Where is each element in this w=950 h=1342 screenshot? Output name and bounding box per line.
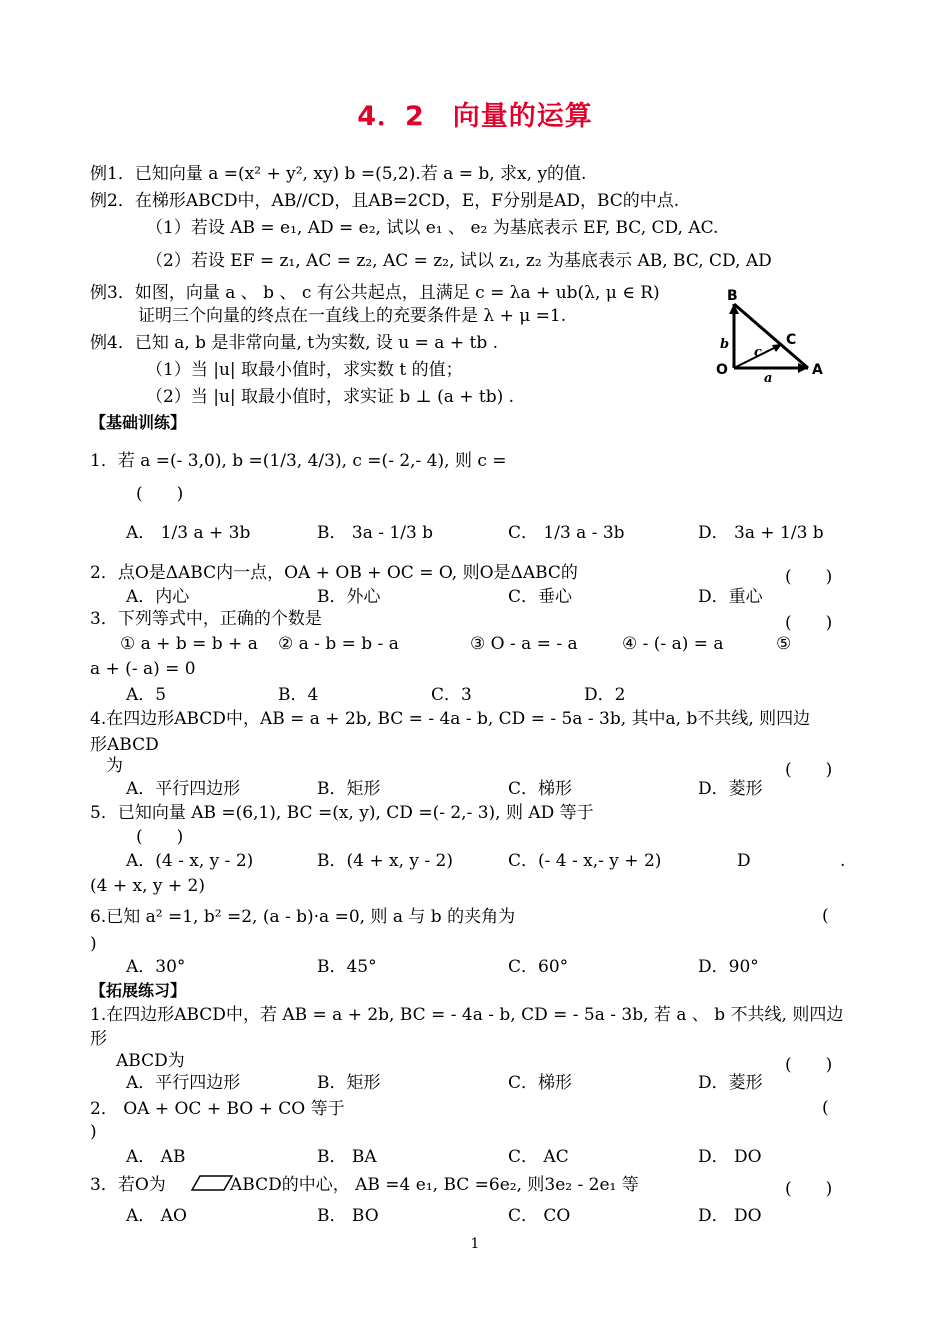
example-1: 例1．已知向量 a =(x² + y², xy) b =(5,2).若 a = b, 求x, y的值. bbox=[90, 164, 587, 184]
basic-q4-paren: ( ) bbox=[785, 760, 833, 780]
basic-q3-paren: ( ) bbox=[785, 613, 833, 633]
basic-q6-paren-open: ( bbox=[822, 906, 829, 926]
extend-q1-option-a: A．平行四边形 bbox=[126, 1073, 241, 1093]
basic-q3-item-4: ④ - (- a) = a bbox=[622, 634, 724, 654]
extend-q2: 2． OA + OC + BO + CO 等于 bbox=[90, 1099, 345, 1119]
example-3: 例3．如图，向量 a 、 b 、 c 有公共起点，且满足 c = λa + ub(λ, μ ∈ R) bbox=[90, 283, 660, 303]
basic-q2-paren: ( ) bbox=[785, 567, 833, 587]
label-O: O bbox=[716, 362, 728, 378]
extend-q1-line-2: 形 bbox=[90, 1029, 107, 1049]
basic-q2-option-d: D．重心 bbox=[698, 587, 763, 607]
extend-q3-option-a: A． AO bbox=[126, 1206, 187, 1226]
basic-q2-option-a: A．内心 bbox=[126, 587, 190, 607]
basic-q5-option-d: D bbox=[737, 851, 751, 871]
extend-q3-paren: ( ) bbox=[785, 1179, 833, 1199]
section-extend-heading: 【拓展练习】 bbox=[90, 981, 187, 1000]
extend-q1: 1.在四边形ABCD中，若 AB = a + 2b, BC = - 4a - b, CD = - 5a - 3b, 若 a 、 b 不共线, 则四边 bbox=[90, 1005, 844, 1025]
extend-q3-rest: ABCD的中心， AB =4 e₁, BC =6e₂, 则3e₂ - 2e₁ 等 bbox=[230, 1175, 639, 1195]
example-2: 例2．在梯形ABCD中，AB//CD，且AB=2CD，E，F分别是AD，BC的中点. bbox=[90, 191, 680, 211]
vector-figure bbox=[712, 286, 832, 382]
basic-q6-option-d: D．90° bbox=[698, 957, 759, 977]
page-number: 1 bbox=[470, 1236, 480, 1252]
label-C: C bbox=[786, 332, 797, 348]
extend-q3-option-b: B． BO bbox=[317, 1206, 379, 1226]
extend-q3-start: 3．若O为 bbox=[90, 1175, 166, 1195]
basic-q1-option-a: A． 1/3 a + 3b bbox=[126, 523, 251, 543]
basic-q5-option-a: A．(4 - x, y - 2) bbox=[126, 851, 254, 871]
basic-q1: 1．若 a =(- 3,0), b =(1/3, 4/3), c =(- 2,- 4), 则 c = bbox=[90, 451, 507, 471]
basic-q1-option-c: C． 1/3 a - 3b bbox=[508, 523, 625, 543]
basic-q4: 4.在四边形ABCD中，AB = a + 2b, BC = - 4a - b, CD = - 5a - 3b, 其中a, b不共线, 则四边 bbox=[90, 709, 811, 729]
basic-q4-option-b: B．矩形 bbox=[317, 779, 381, 799]
extend-q2-option-d: D． DO bbox=[698, 1147, 762, 1167]
basic-q4-option-d: D．菱形 bbox=[698, 779, 763, 799]
example-4: 例4．已知 a, b 是非常向量, t为实数, 设 u = a + tb . bbox=[90, 333, 499, 353]
extend-q1-option-b: B．矩形 bbox=[317, 1073, 381, 1093]
label-c: c bbox=[754, 345, 762, 360]
extend-q2-paren-close: ) bbox=[90, 1122, 97, 1142]
basic-q5: 5．已知向量 AB =(6,1), BC =(x, y), CD =(- 2,- 3), 则 AD 等于 bbox=[90, 803, 594, 823]
extend-q3-option-c: C． CO bbox=[508, 1206, 571, 1226]
extend-q2-option-a: A． AB bbox=[126, 1147, 186, 1167]
basic-q4-option-c: C．梯形 bbox=[508, 779, 573, 799]
label-a: a bbox=[764, 371, 773, 382]
extend-q2-paren-open: ( bbox=[822, 1098, 829, 1118]
example-2-part-1: （1）若设 AB = e₁, AD = e₂, 试以 e₁ 、 e₂ 为基底表示 EF, BC, CD, AC. bbox=[146, 218, 719, 238]
extend-q1-option-c: C．梯形 bbox=[508, 1073, 573, 1093]
basic-q6: 6.已知 a² =1, b² =2, (a - b)·a =0, 则 a 与 b 的夹角为 bbox=[90, 907, 516, 927]
basic-q6-option-c: C．60° bbox=[508, 957, 569, 977]
basic-q6-option-a: A．30° bbox=[126, 957, 186, 977]
basic-q3-option-b: B．4 bbox=[278, 685, 319, 705]
basic-q3: 3．下列等式中，正确的个数是 bbox=[90, 609, 322, 629]
page-title: 4．2 向量的运算 bbox=[357, 101, 593, 132]
label-A: A bbox=[812, 362, 823, 378]
extend-q2-option-b: B． BA bbox=[317, 1147, 377, 1167]
basic-q2-option-b: B．外心 bbox=[317, 587, 381, 607]
basic-q3-option-c: C．3 bbox=[431, 685, 472, 705]
basic-q3-option-d: D．2 bbox=[584, 685, 626, 705]
basic-q5-option-b: B．(4 + x, y - 2) bbox=[317, 851, 453, 871]
label-b: b bbox=[720, 337, 730, 352]
basic-q1-option-b: B． 3a - 1/3 b bbox=[317, 523, 434, 543]
label-B: B bbox=[727, 288, 738, 304]
basic-q1-option-d: D． 3a + 1/3 b bbox=[698, 523, 824, 543]
basic-q3-item-3: ③ O - a = - a bbox=[470, 634, 578, 654]
extend-q1-paren: ( ) bbox=[785, 1055, 833, 1075]
extend-q3-option-d: D． DO bbox=[698, 1206, 762, 1226]
basic-q2-option-c: C．垂心 bbox=[508, 587, 573, 607]
example-4-part-2: （2）当 |u| 取最小值时，求实证 b ⊥ (a + tb) . bbox=[146, 387, 515, 407]
example-2-part-2: （2）若设 EF = z₁, AC = z₂, AC = z₂, 试以 z₁, z₂ 为基底表示 AB, BC, CD, AD bbox=[146, 251, 772, 271]
basic-q5-option-d-dot: . bbox=[840, 851, 846, 871]
basic-q3-item-1: ① a + b = b + a bbox=[120, 634, 258, 654]
basic-q2: 2．点O是ΔABC内一点，OA + OB + OC = O, 则O是ΔABC的 bbox=[90, 563, 578, 583]
basic-q1-paren: ( ) bbox=[136, 484, 184, 504]
basic-q5-option-c: C．(- 4 - x,- y + 2) bbox=[508, 851, 662, 871]
example-4-part-1: （1）当 |u| 取最小值时，求实数 t 的值； bbox=[146, 360, 463, 380]
basic-q4-option-a: A．平行四边形 bbox=[126, 779, 241, 799]
section-basic-heading: 【基础训练】 bbox=[90, 413, 187, 432]
extend-q1-line-3: ABCD为 bbox=[116, 1051, 185, 1071]
basic-q3-item-2: ② a - b = b - a bbox=[278, 634, 399, 654]
example-3-statement: 证明三个向量的终点在一直线上的充要条件是 λ + μ =1. bbox=[138, 306, 567, 326]
basic-q3-item-5-text: a + (- a) = 0 bbox=[90, 659, 196, 679]
parallelogram-icon bbox=[191, 1175, 233, 1191]
basic-q5-option-d-value: (4 + x, y + 2) bbox=[90, 876, 205, 896]
basic-q6-option-b: B．45° bbox=[317, 957, 377, 977]
basic-q3-option-a: A．5 bbox=[126, 685, 167, 705]
extend-q2-option-c: C． AC bbox=[508, 1147, 569, 1167]
basic-q5-paren: ( ) bbox=[136, 827, 184, 847]
basic-q3-item-5: ⑤ bbox=[776, 634, 792, 654]
basic-q4-line-3: 为 bbox=[106, 756, 123, 776]
basic-q6-paren-close: ) bbox=[90, 934, 97, 954]
extend-q1-option-d: D．菱形 bbox=[698, 1073, 763, 1093]
basic-q4-line-2: 形ABCD bbox=[90, 735, 159, 755]
